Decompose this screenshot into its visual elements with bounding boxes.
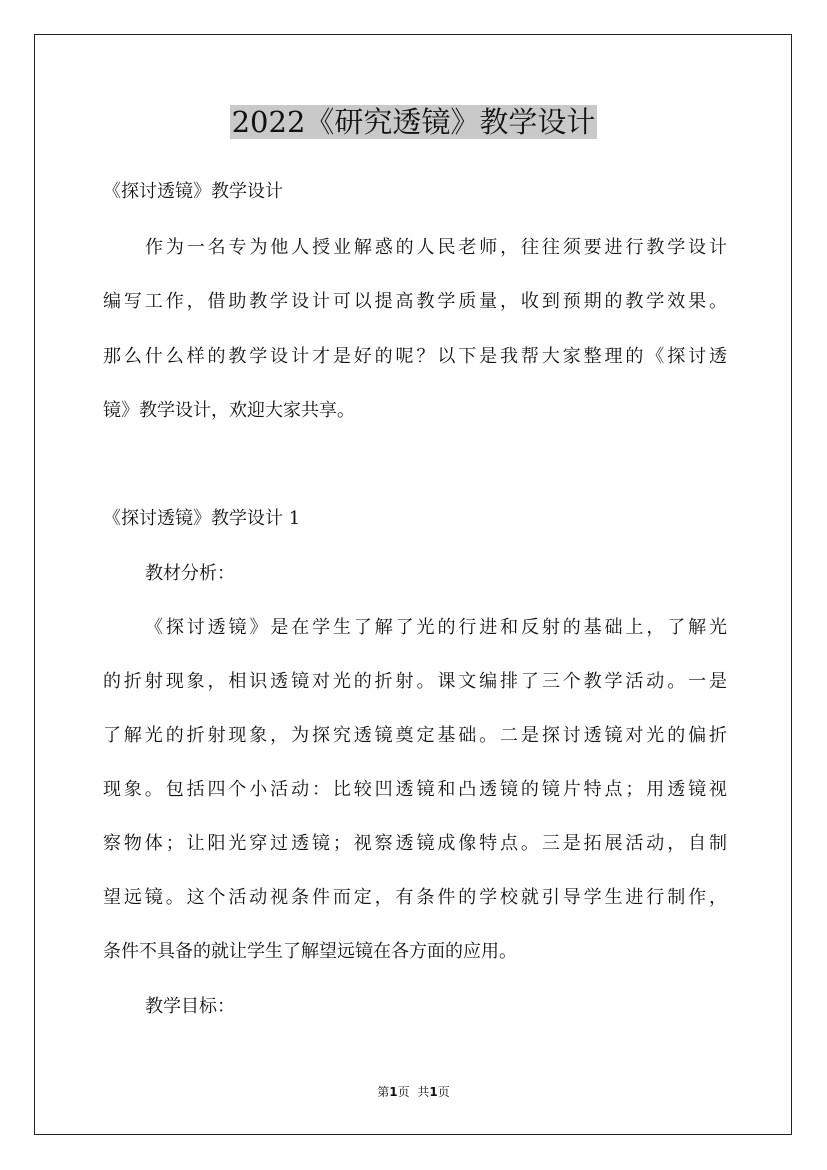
page-footer <box>0 1083 827 1100</box>
footer-page-number: 1 <box>389 1085 398 1099</box>
paragraph-line: 现象。包括四个小活动：比较凹透镜和凸透镜的镜片特点；用透镜视 <box>103 779 727 800</box>
footer-total-prefix: 共 <box>417 1085 430 1099</box>
paragraph-line: 镜》教学设计，欢迎大家共享。 <box>103 400 355 421</box>
paragraph-line: 了解光的折射现象，为探究透镜奠定基础。二是探讨透镜对光的偏折 <box>103 725 727 746</box>
paragraph-line: 条件不具备的就让学生了解望远镜在各方面的应用。 <box>103 941 517 962</box>
paragraph-line: 作为一名专为他人授业解惑的人民老师，往往须要进行教学设计 <box>145 237 727 258</box>
footer-total-suffix: 页 <box>437 1085 450 1099</box>
paragraph-line: 《探讨透镜》是在学生了解了光的行进和反射的基础上，了解光 <box>145 617 727 638</box>
paragraph-line: 望远镜。这个活动视条件而定，有条件的学校就引导学生进行制作， <box>103 887 727 908</box>
subheading: 教材分析： <box>145 563 235 584</box>
document-title-text: 2022《研究透镜》教学设计 <box>231 105 596 139</box>
paragraph-line: 察物体；让阳光穿过透镜；视察透镜成像特点。三是拓展活动，自制 <box>103 833 727 854</box>
paragraph-line: 那么什么样的教学设计才是好的呢？以下是我帮大家整理的《探讨透 <box>103 346 727 367</box>
footer-page-suffix: 页 <box>397 1085 410 1099</box>
document-title <box>0 102 827 142</box>
paragraph-line: 的折射现象，相识透镜对光的折射。课文编排了三个教学活动。一是 <box>103 671 727 692</box>
footer-total-number: 1 <box>429 1085 438 1099</box>
section-heading: 《探讨透镜》教学设计 1 <box>103 508 301 529</box>
paragraph-line: 编写工作，借助教学设计可以提高教学质量，收到预期的教学效果。 <box>103 291 727 312</box>
section-heading: 《探讨透镜》教学设计 <box>103 181 283 202</box>
subheading: 教学目标： <box>145 996 235 1017</box>
footer-page-prefix: 第 <box>377 1085 390 1099</box>
